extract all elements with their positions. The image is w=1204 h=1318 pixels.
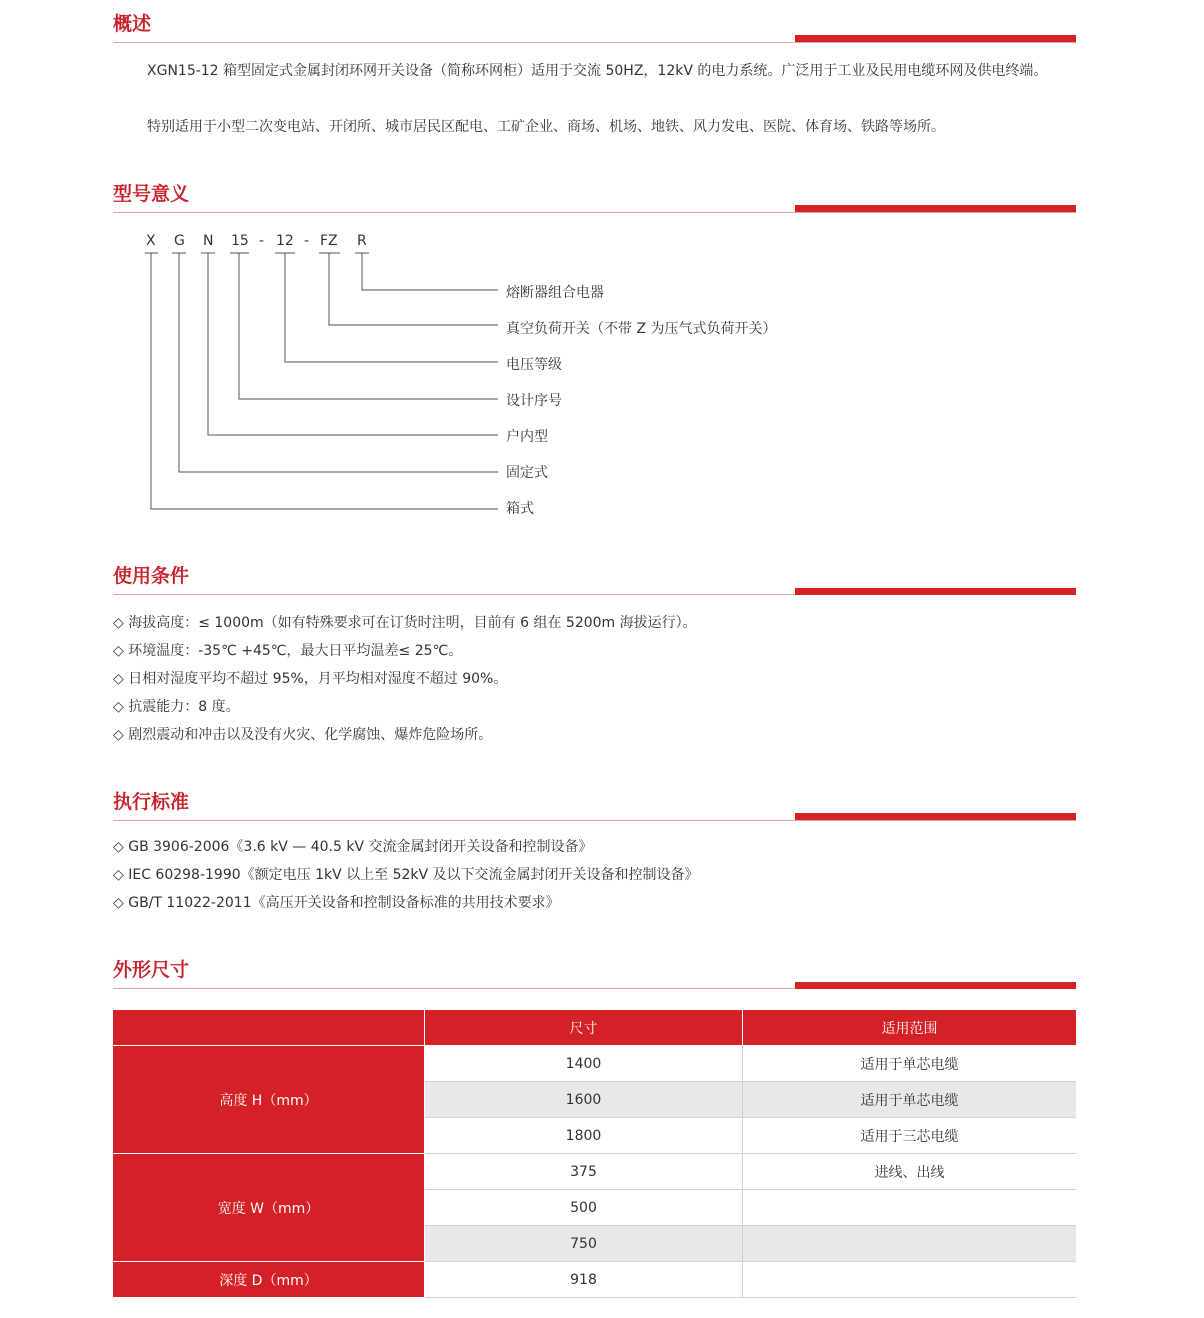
table-row [113, 1046, 1076, 1082]
conditions-accent-bar [795, 588, 1076, 595]
size-cell: 1400 [425, 1046, 743, 1082]
meaning-indoor: 户内型 [506, 429, 548, 445]
code-fz: FZ [320, 233, 338, 249]
condition-seismic: ◇ 抗震能力：8 度。 [113, 699, 240, 715]
standards-rule [113, 820, 1076, 821]
code-x: X [146, 233, 156, 249]
table-row [113, 1262, 1076, 1298]
code-dash-1: - [259, 233, 265, 249]
conditions-title: 使用条件 [113, 565, 190, 587]
scope-cell [743, 1262, 1077, 1298]
meaning-design-number: 设计序号 [506, 393, 562, 409]
standard-gbt11022: ◇ GB/T 11022-2011《高压开关设备和控制设备标准的共用技术要求》 [113, 895, 560, 911]
standards-accent-bar [795, 813, 1076, 820]
scope-cell [743, 1190, 1077, 1226]
header-parameter [113, 1010, 425, 1046]
meaning-fixed: 固定式 [506, 465, 548, 481]
condition-hazards: ◇ 剧烈震动和冲击以及没有火灾、化学腐蚀、爆炸危险场所。 [113, 727, 493, 743]
scope-cell: 适用于单芯电缆 [743, 1082, 1077, 1118]
param-height: 高度 H（mm） [113, 1046, 425, 1154]
condition-altitude: ◇ 海拔高度：≤ 1000m（如有特殊要求可在订货时注明，目前有 6 组在 5200m 海拔运行）。 [113, 615, 697, 631]
scope-cell: 进线、出线 [743, 1154, 1077, 1190]
param-width: 宽度 W（mm） [113, 1154, 425, 1262]
meaning-vacuum-switch: 真空负荷开关（不带 Z 为压气式负荷开关） [506, 321, 777, 337]
condition-temperature: ◇ 环境温度：-35℃ +45℃，最大日平均温差≤ 25℃。 [113, 643, 463, 659]
dimensions-table [113, 1010, 1076, 1298]
overview-title: 概述 [113, 13, 152, 35]
code-15: 15 [231, 233, 249, 249]
code-r: R [357, 233, 367, 249]
meaning-box-type: 箱式 [506, 501, 534, 517]
condition-humidity: ◇ 日相对湿度平均不超过 95%，月平均相对湿度不超过 90%。 [113, 671, 508, 687]
header-size: 尺寸 [425, 1010, 743, 1046]
code-12: 12 [276, 233, 294, 249]
standard-gb3906: ◇ GB 3906-2006《3.6 kV — 40.5 kV 交流金属封闭开关设备和控制设备》 [113, 839, 593, 855]
size-cell: 750 [425, 1226, 743, 1262]
scope-cell: 适用于三芯电缆 [743, 1118, 1077, 1154]
code-g: G [174, 233, 185, 249]
size-cell: 375 [425, 1154, 743, 1190]
meaning-fuse-combination: 熔断器组合电器 [506, 285, 604, 301]
table-header-row [113, 1010, 1076, 1046]
overview-paragraph-1: XGN15-12 箱型固定式金属封闭环网开关设备（简称环网柜）适用于交流 50HZ，12kV 的电力系统。广泛用于工业及民用电缆环网及供电终端。 [147, 63, 1048, 79]
overview-paragraph-2: 特别适用于小型二次变电站、开闭所、城市居民区配电、工矿企业、商场、机场、地铁、风力发电、医院、体育场、铁路等场所。 [147, 119, 945, 135]
size-cell: 918 [425, 1262, 743, 1298]
standard-iec60298: ◇ IEC 60298-1990《额定电压 1kV 以上至 52kV 及以下交流金属封闭开关设备和控制设备》 [113, 867, 699, 883]
size-cell: 1800 [425, 1118, 743, 1154]
scope-cell: 适用于单芯电缆 [743, 1046, 1077, 1082]
code-n: N [203, 233, 214, 249]
size-cell: 500 [425, 1190, 743, 1226]
dimensions-accent-bar [795, 982, 1076, 989]
size-cell: 1600 [425, 1082, 743, 1118]
scope-cell [743, 1226, 1077, 1262]
meaning-voltage-level: 电压等级 [506, 357, 562, 373]
table-row [113, 1154, 1076, 1190]
dimensions-title: 外形尺寸 [113, 959, 190, 981]
standards-title: 执行标准 [113, 791, 190, 813]
header-scope: 适用范围 [743, 1010, 1077, 1046]
model-title: 型号意义 [113, 183, 190, 205]
code-dash-2: - [304, 233, 310, 249]
param-depth: 深度 D（mm） [113, 1262, 425, 1298]
